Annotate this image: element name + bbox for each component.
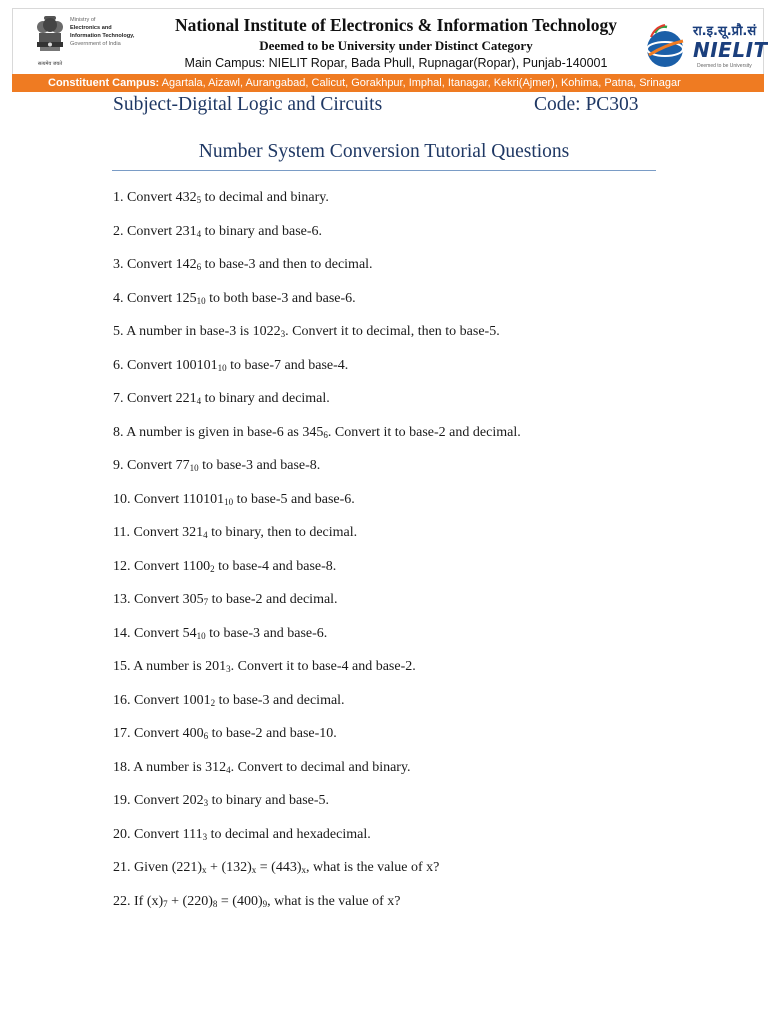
question-text: to base-3 and base-6. (205, 625, 328, 641)
question-text: 8. A number is given in base-6 as 345 (113, 424, 324, 440)
question-text: to base-4 and base-8. (214, 558, 337, 574)
question-text: 9. Convert 77 (113, 458, 190, 473)
nielit-hindi-name: रा.इ.सू.प्रौ.सं (693, 24, 757, 39)
base-subscript: 10 (196, 295, 206, 306)
question-item (113, 859, 439, 877)
base-subscript: 3 (280, 329, 286, 339)
national-emblem-icon (31, 14, 69, 62)
question-item (113, 491, 355, 509)
campus-label: Constituent Campus: (48, 77, 160, 89)
question-text: 20. Convert 111 (113, 826, 203, 842)
question-text: , what is the value of x? (267, 893, 401, 909)
title-divider (112, 170, 656, 171)
base-subscript: x (251, 865, 257, 875)
question-text: to binary and base-6. (201, 223, 323, 239)
question-text: 13. Convert 305 (113, 592, 204, 607)
question-text: 11. Convert 321 (113, 525, 204, 540)
ministry-text (70, 16, 162, 48)
question-item (113, 759, 411, 777)
question-text: to base-3 and base-8. (198, 458, 321, 473)
question-text: . Convert it to base-2 and decimal. (327, 424, 521, 440)
main-campus-address: Main Campus: NIELIT Ropar, Bada Phull, Rupnagar(Ropar), Punjab-140001 (184, 56, 608, 70)
base-subscript: 8 (212, 898, 218, 909)
question-text: to base-3 and then to decimal. (201, 257, 373, 272)
question-item (113, 524, 357, 542)
base-subscript: 2 (210, 697, 216, 708)
question-item (113, 256, 373, 274)
question-text: to decimal and hexadecimal. (207, 826, 371, 842)
question-text: 1. Convert 432 (113, 190, 197, 205)
base-subscript: 3 (203, 798, 209, 808)
page-title: Number System Conversion Tutorial Questions (198, 141, 570, 162)
question-item (113, 893, 400, 911)
question-text: 3. Convert 142 (113, 257, 197, 272)
question-item (113, 290, 356, 308)
base-subscript: 7 (203, 597, 209, 607)
question-text: 14. Convert 54 (113, 625, 197, 641)
question-item (113, 424, 521, 442)
question-item (113, 323, 500, 341)
base-subscript: 3 (226, 664, 231, 674)
question-item (113, 558, 336, 576)
base-subscript: 4 (226, 764, 231, 775)
base-subscript: 4 (203, 530, 208, 540)
nielit-logo (641, 13, 768, 73)
question-text: 4. Convert 125 (113, 290, 197, 306)
question-text: = (400) (217, 893, 263, 909)
question-text: 19. Convert 202 (113, 793, 204, 808)
base-subscript: 4 (196, 228, 202, 239)
question-text: to base-3 and decimal. (215, 692, 345, 708)
question-text: = (443) (256, 860, 302, 875)
constituent-campus-strip (12, 74, 764, 92)
question-item (113, 591, 338, 609)
base-subscript: x (202, 865, 207, 875)
question-text: to base-2 and decimal. (208, 592, 338, 607)
question-text: 7. Convert 221 (113, 391, 197, 406)
base-subscript: 10 (224, 496, 234, 507)
question-text: 22. If (x) (113, 893, 164, 909)
question-text: 21. Given (221) (113, 860, 203, 875)
question-text: to binary and base-5. (208, 793, 330, 808)
question-text: 16. Convert 1001 (113, 692, 211, 708)
base-subscript: 6 (323, 429, 328, 440)
nielit-wordmark: NIELIT (693, 38, 768, 62)
nielit-tagline: Deemed to be University (697, 63, 752, 69)
institute-name: National Institute of Electronics & Information Technology (174, 15, 618, 35)
question-text: to both base-3 and base-6. (205, 290, 356, 306)
question-text: , what is the value of x? (306, 860, 440, 875)
deemed-university-line: Deemed to be University under Distinct Category (259, 38, 533, 53)
question-item (113, 390, 330, 408)
nielit-globe-icon (641, 21, 689, 69)
letterhead (12, 8, 768, 74)
base-subscript: 2 (210, 563, 215, 574)
question-text: 6. Convert 100101 (113, 357, 218, 373)
ministry-line: Electronics and (70, 25, 112, 31)
question-text: 10. Convert 110101 (113, 491, 225, 507)
course-code: Code: PC303 (534, 94, 639, 115)
question-text: . Convert it to decimal, then to base-5. (285, 324, 500, 339)
question-text: 12. Convert 1100 (113, 558, 211, 574)
base-subscript: 6 (203, 731, 209, 741)
ministry-line: Ministry of (70, 17, 96, 23)
ministry-line: Information Technology, (70, 33, 135, 39)
question-item (113, 725, 337, 743)
base-subscript: 10 (196, 630, 206, 641)
emblem-caption: सत्यमेव जयते (37, 61, 63, 67)
question-item (113, 223, 322, 241)
ministry-line: Government of India (70, 41, 121, 47)
question-item (113, 189, 329, 207)
question-text: 17. Convert 400 (113, 726, 204, 741)
question-text: . Convert it to base-4 and base-2. (230, 659, 416, 674)
question-text: 18. A number is 312 (113, 759, 227, 775)
question-text: to binary, then to decimal. (207, 525, 358, 540)
question-text: 15. A number is 201 (113, 659, 227, 674)
question-item (113, 625, 327, 643)
base-subscript: 5 (196, 195, 202, 205)
question-text: + (132) (206, 860, 252, 875)
base-subscript: 6 (196, 262, 202, 272)
question-text: 2. Convert 231 (113, 223, 197, 239)
question-item (113, 826, 371, 844)
base-subscript: 7 (163, 898, 168, 909)
question-text: 5. A number in base-3 is 1022 (113, 324, 281, 339)
question-text: . Convert to decimal and binary. (230, 759, 411, 775)
question-text: to base-2 and base-10. (208, 726, 337, 741)
question-text: + (220) (167, 893, 213, 909)
question-item (113, 792, 329, 810)
campus-list: Agartala, Aizawl, Aurangabad, Calicut, Gorakhpur, Imphal, Itanagar, Kekri(Ajmer), Kohima, Patna, Srinagar (159, 77, 681, 89)
question-item (113, 658, 416, 676)
question-text: to base-5 and base-6. (233, 491, 355, 507)
question-item (113, 457, 320, 475)
question-text: to decimal and binary. (201, 190, 329, 205)
base-subscript: 9 (262, 898, 268, 909)
question-item (113, 357, 348, 375)
question-text: to binary and decimal. (201, 391, 330, 406)
question-text: to base-7 and base-4. (226, 357, 349, 373)
base-subscript: 10 (217, 362, 227, 373)
subject-label: Subject-Digital Logic and Circuits (113, 94, 383, 115)
question-item (113, 692, 345, 710)
base-subscript: 3 (202, 831, 208, 842)
base-subscript: 10 (189, 463, 199, 473)
base-subscript: x (301, 865, 307, 875)
base-subscript: 4 (196, 396, 202, 406)
